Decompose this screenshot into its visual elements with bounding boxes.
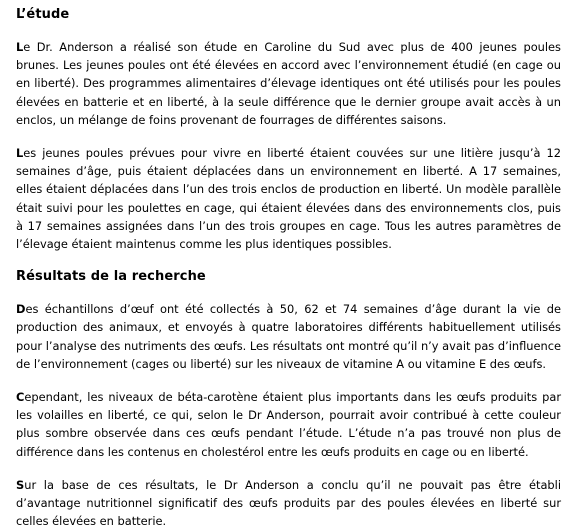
paragraph-text: ependant, les niveaux de béta-carotène étaient plus importants dans les œufs produits par les volailles en liberté, ce qui, selon le Dr Anderson, pourrait avoir contribué à cette couleur plus sombre observée dans ces œufs pendant l’étude. L’étude n’a pas trouvé non plus de différence dans les contenus en cholestérol entre les œufs produits en cage ou en liberté.: [16, 390, 561, 459]
paragraph-resultats-1: [16, 300, 561, 373]
paragraph-resultats-2: [16, 388, 561, 461]
section-title-etude: L’étude: [16, 7, 70, 22]
paragraph-resultats-3: [16, 476, 561, 530]
paragraph-text: es jeunes poules prévues pour vivre en liberté étaient couvées sur une litière jusqu’à 12 semaines d’âge, puis étaient déplacées dans un environnement en liberté. A 17 semaines, elles étaient déplacées dans l’un des trois enclos de production en liberté. Un modèle parallèle était suivi pour les poulettes en cage, qui étaient élevées dans des environnements clos, puis à 17 semaines assignées dans l’un des trois groupes en cage. Tous les autres paramètres de l’élevage étaient maintenus comme les plus identiques possibles.: [16, 146, 561, 252]
section-title-resultats: Résultats de la recherche: [16, 269, 206, 285]
paragraph-text: es échantillons d’œuf ont été collectés à 50, 62 et 74 semaines d’âge durant la vie de production des animaux, et envoyés à quatre laboratoires différents habituellement utilisés pour l’analyse des nutriments des œufs. Les résultats ont montré qu’il n’y avait pas d’influence de l’environnement (cages ou liberté) sur les niveaux de vitamine A ou vitamine E des œufs.: [16, 302, 561, 371]
dropcap: L: [16, 40, 24, 54]
dropcap: L: [16, 146, 24, 161]
paragraph-etude-1: [16, 38, 561, 129]
article-body: [16, 6, 561, 530]
paragraph-etude-2: [16, 144, 561, 253]
dropcap: C: [16, 390, 25, 405]
dropcap: S: [16, 477, 25, 492]
paragraph-text: e Dr. Anderson a réalisé son étude en Caroline du Sud avec plus de 400 jeunes poules brunes. Les jeunes poules ont été élevées en accord avec l’environnement étudié (en cage ou en liberté). Des programmes alimentaires d’élevage identiques ont été utilisés pour les poules élevées en batterie et en liberté, à la seule différence que le dernier groupe avait accès à un enclos, un mélange de foins provenant de fourrages de différentes saisons.: [16, 40, 561, 127]
dropcap: D: [16, 302, 26, 317]
paragraph-text: ur la base de ces résultats, le Dr Anderson a conclu qu’il ne pouvait pas être établi d’avantage nutritionnel significatif des œufs produits par des poules élevées en liberté sur celles élevées en batterie.: [16, 477, 561, 529]
